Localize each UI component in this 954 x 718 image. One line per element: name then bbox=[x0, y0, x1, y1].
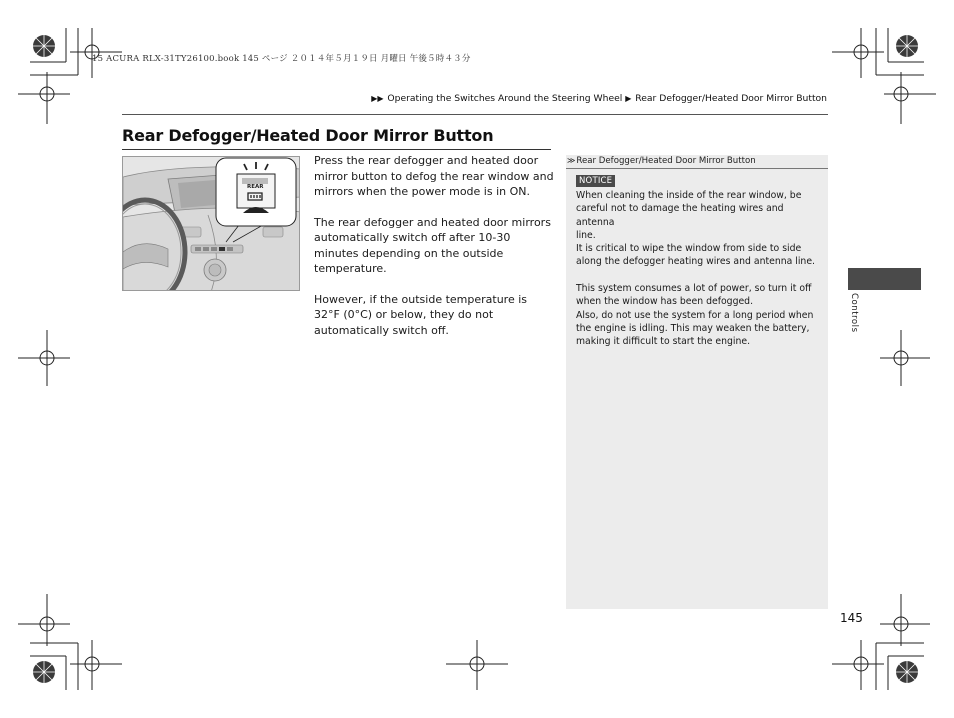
instruction-text bbox=[314, 153, 554, 353]
breadcrumb bbox=[371, 93, 827, 104]
chapter-tab[interactable] bbox=[848, 268, 921, 290]
paragraph-2: The rear defogger and heated door mirrors automatically switch off after 10-30 minutes depending on the outside temperature. bbox=[314, 215, 551, 275]
note-rule bbox=[566, 168, 828, 169]
breadcrumb-separator-icon: ▶ bbox=[625, 94, 632, 103]
breadcrumb-arrow-icon: ▶▶ bbox=[371, 94, 384, 103]
rear-button-label: REAR bbox=[247, 184, 264, 190]
print-info-line: 15 ACURA RLX-31TY26100.book 145 ページ ２０１４年５月１９日 月曜日 午後５時４３分 bbox=[92, 54, 471, 64]
reference-icon: ≫ bbox=[567, 156, 576, 165]
title-rule bbox=[122, 149, 551, 150]
note-line: the engine is idling. This may weaken the battery, bbox=[576, 322, 810, 334]
page-title: Rear Defogger/Heated Door Mirror Button bbox=[122, 126, 494, 145]
note-line: when the window has been defogged. bbox=[576, 296, 754, 308]
note-header-text: Rear Defogger/Heated Door Mirror Button bbox=[576, 156, 756, 166]
note-line: making it difficult to start the engine. bbox=[576, 336, 751, 348]
paragraph-1: Press the rear defogger and heated door mirror button to defog the rear window and mirrors when the power mode is in ON. bbox=[314, 154, 554, 198]
chapter-tab-label: Controls bbox=[849, 293, 859, 333]
note-spacer bbox=[576, 269, 822, 282]
notice-badge: NOTICE bbox=[576, 175, 615, 187]
paragraph-3: However, if the outside temperature is 32°F (0°C) or below, they do not automatically switch off. bbox=[314, 292, 528, 337]
breadcrumb-parent[interactable]: Operating the Switches Around the Steering Wheel bbox=[387, 93, 623, 104]
button-callout bbox=[215, 157, 297, 227]
note-line: When cleaning the inside of the rear window, be bbox=[576, 190, 802, 201]
note-line: line. bbox=[576, 229, 596, 241]
note-line: careful not to damage the heating wires and antenna bbox=[576, 203, 784, 228]
header-rule bbox=[122, 114, 828, 115]
note-line: along the defogger heating wires and antenna line. bbox=[576, 256, 815, 268]
note-line: Also, do not use the system for a long period when bbox=[576, 309, 814, 321]
note-line: This system consumes a lot of power, so turn it off bbox=[576, 283, 812, 295]
breadcrumb-current: Rear Defogger/Heated Door Mirror Button bbox=[635, 93, 827, 104]
note-line: It is critical to wipe the window from side to side bbox=[576, 243, 802, 255]
note-header bbox=[566, 155, 828, 166]
note-text bbox=[576, 189, 822, 349]
page-number: 145 bbox=[840, 611, 863, 625]
